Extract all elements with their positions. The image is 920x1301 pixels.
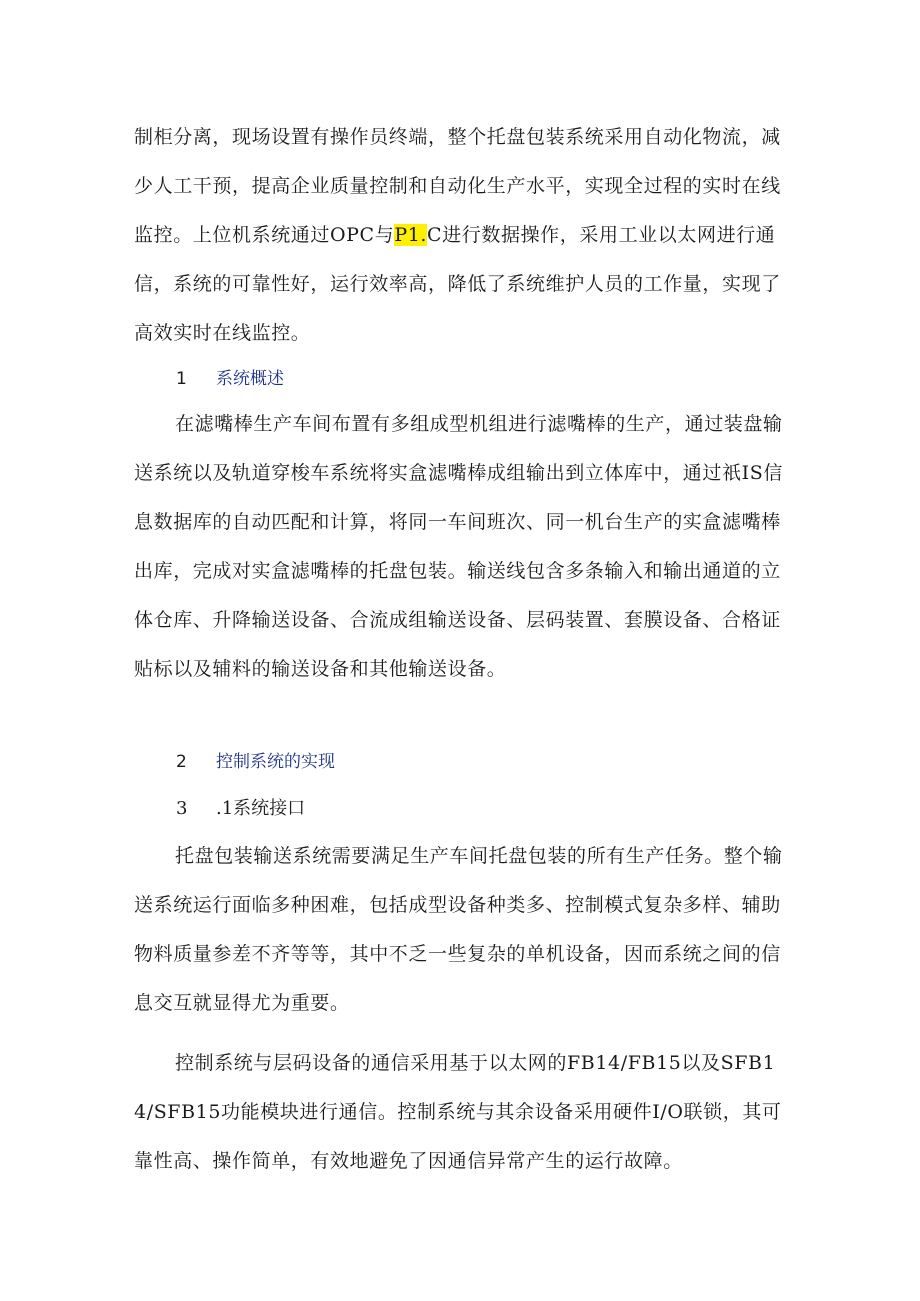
subsection-heading — [176, 797, 305, 821]
section-heading-2 — [176, 750, 335, 774]
paragraph-overview: 在滤嘴棒生产车间布置有多组成型机组进行滤嘴棒的生产，通过装盘输送系统以及轨道穿梭车系统将实盒滤嘴棒成组输出到立体库中，通过祇IS信息数据库的自动匹配和计算，将同一车间班次、同一机台生产的实盒滤嘴棒出库，完成对实盒滤嘴棒的托盘包装。输送线包含多条输入和输出通道的立体仓库、升降输送设备、合流成组输送设备、层码装置、套膜设备、合格证贴标以及辅料的输送设备和其他输送设备。 — [134, 413, 783, 680]
subsection-number: 3 — [176, 798, 188, 819]
section-number: 2 — [176, 752, 187, 772]
section-title: 控制系统的实现 — [216, 752, 335, 772]
section-heading-1 — [176, 367, 284, 391]
paragraph-communication: 控制系统与层码设备的通信采用基于以太网的FB14/FB15以及SFB14/SFB15功能模块进行通信。控制系统与其余设备采用硬件I/O联锁，其可靠性高、操作简单，有效地避免了因通信异常产生的运行故障。 — [134, 1052, 782, 1172]
section-number: 1 — [176, 369, 187, 389]
section-title: 系统概述 — [216, 369, 284, 389]
paragraph-intro-text-end: C进行数据操作，采用工业以太网进行通信，系统的可靠性好，运行效率高，降低了系统维护人员的工作量，实现了高效实时在线监控。 — [134, 224, 781, 344]
paragraph-intro-text-start: 制柜分离，现场设置有操作员终端，整个托盘包装系统采用自动化物流，减少人工干预，提高企业质量控制和自动化生产水平，实现全过程的实时在线监控。上位机系统通过OPC与 — [134, 126, 781, 246]
paragraph-interface: 托盘包装输送系统需要满足生产车间托盘包装的所有生产任务。整个输送系统运行面临多种困难，包括成型设备种类多、控制模式复杂多样、辅助物料质量参差不齐等等，其中不乏一些复杂的单机设备，因而系统之间的信息交互就显得尤为重要。 — [134, 845, 783, 1014]
paragraph-intro — [134, 113, 794, 358]
highlighted-text: P1. — [394, 224, 428, 246]
subsection-title: .1系统接口 — [216, 798, 306, 819]
